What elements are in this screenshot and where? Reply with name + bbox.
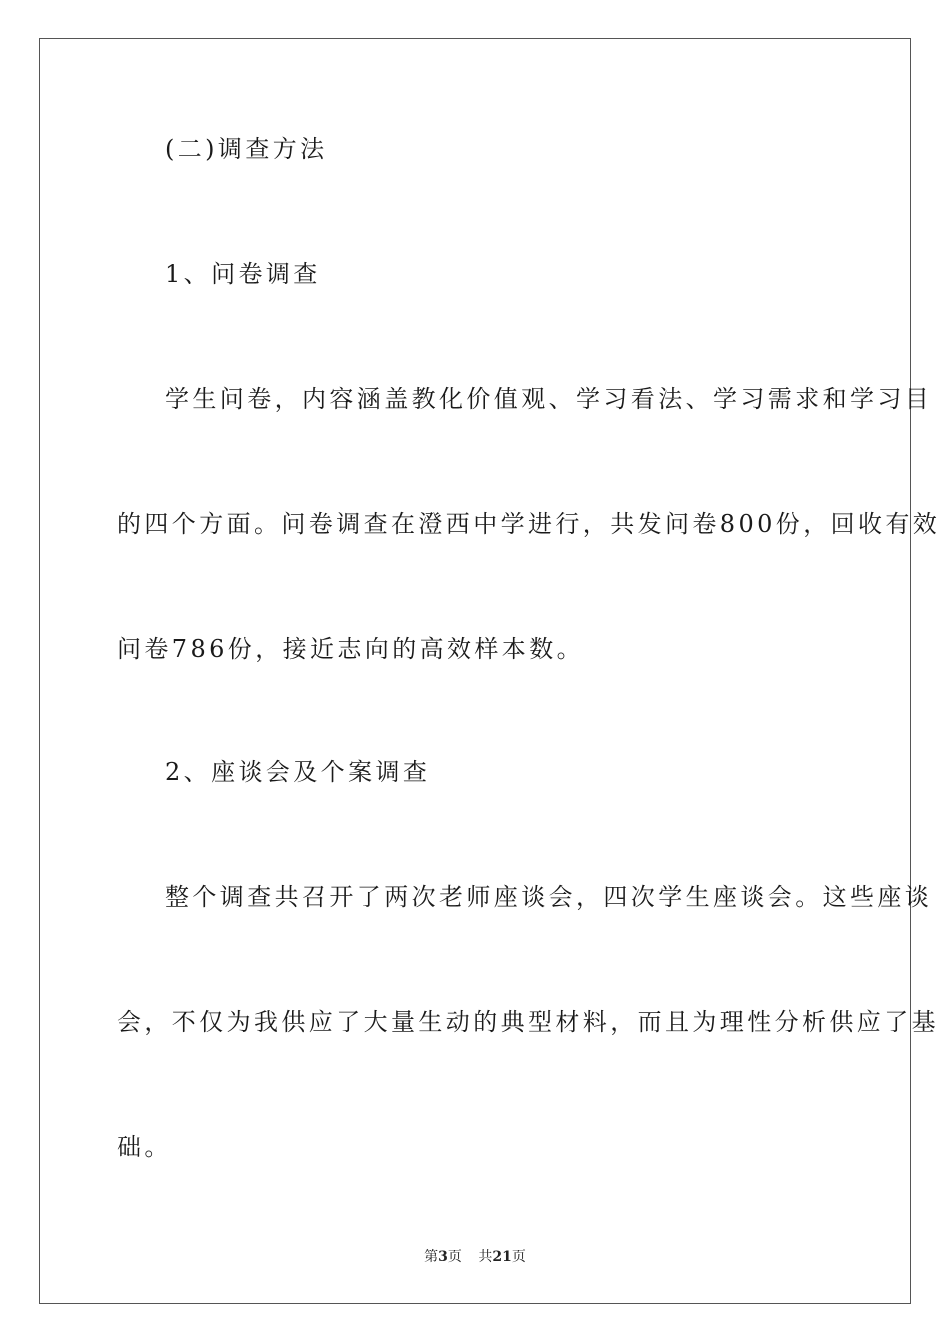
paragraph2-line2: 会，不仅为我供应了大量生动的典型材料，而且为理性分析供应了基 [117,1008,939,1036]
page-number: 第3页 [424,1249,462,1265]
item1-heading: 1、问卷调查 [165,260,321,288]
page-total: 共21页 [478,1249,526,1265]
paragraph1-line2: 的四个方面。问卷调查在澄西中学进行，共发问卷800份，回收有效 [117,510,941,538]
paragraph2-line1: 整个调查共召开了两次老师座谈会，四次学生座谈会。这些座谈 [165,883,933,911]
paragraph1-line1: 学生问卷，内容涵盖教化价值观、学习看法、学习需求和学习目 [165,385,933,413]
item2-heading: 2、座谈会及个案调查 [165,758,431,786]
paragraph1-line3: 问卷786份，接近志向的高效样本数。 [117,635,585,663]
section-heading: (二)调查方法 [165,135,328,163]
page-footer [0,1248,950,1266]
page-border [39,38,941,1304]
paragraph2-line3: 础。 [117,1133,172,1161]
